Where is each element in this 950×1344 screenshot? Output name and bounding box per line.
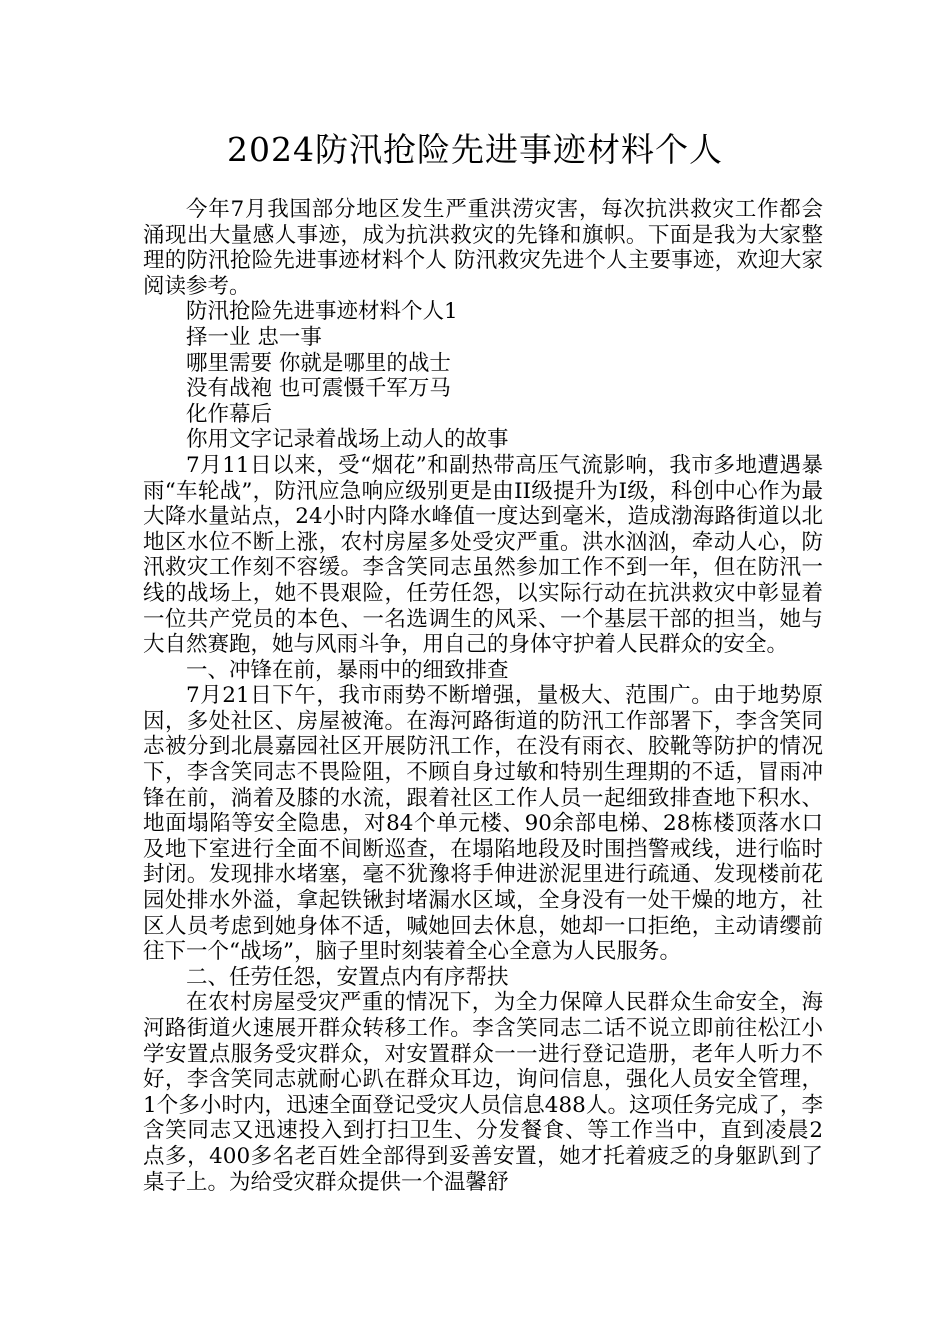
intro-paragraph: 今年7月我国部分地区发生严重洪涝灾害，每次抗洪救灾工作都会涌现出大量感人事迹，成为抗洪救灾的先锋和旗帜。下面是我为大家整理的防汛抢险先进事迹材料个人 防汛救灾先进个人主要事迹，欢迎大家阅读参考。 (143, 197, 823, 299)
poem-line: 化作幕后 (186, 401, 273, 427)
section-heading: 二、任劳任怨，安置点内有序帮扶 (186, 964, 509, 990)
body-paragraph: 7月11日以来，受“烟花”和副热带高压气流影响，我市多地遭遇暴雨“车轮战”，防汛应急响应级别更是由II级提升为I级，科创中心作为最大降水量站点，24小时内降水峰值一度达到毫米，造成渤海路街道以北地区水位不断上涨，农村房屋多处受灾严重。洪水汹汹，牵动人心，防汛救灾工作刻不容缓。李含笑同志虽然参加工作不到一年，但在防汛一线的战场上，她不畏艰险，任劳任怨，以实际行动在抗洪救灾中彰显着一位共产党员的本色、一名选调生的风采、一个基层干部的担当，她与大自然赛跑，她与风雨斗争，用自己的身体守护着人民群众的安全。 (143, 452, 823, 658)
page-title: 2024防汛抢险先进事迹材料个人 (227, 130, 723, 169)
poem-line: 哪里需要 你就是哪里的战士 (186, 350, 451, 376)
poem-line: 没有战袍 也可震慑千军万马 (186, 376, 451, 402)
body-paragraph: 在农村房屋受灾严重的情况下，为全力保障人民群众生命安全，海河路街道火速展开群众转移工作。李含笑同志二话不说立即前往松江小学安置点服务受灾群众，对安置群众一一进行登记造册，老年人听力不好，李含笑同志就耐心趴在群众耳边，询问信息，强化人员安全管理，1个多小时内，迅速全面登记受灾人员信息488人。这项任务完成了，李含笑同志又迅速投入到打扫卫生、分发餐食、等工作当中，直到凌晨2点多，400多名老百姓全部得到妥善安置，她才托着疲乏的身躯趴到了桌子上。为给受灾群众提供一个温馨舒 (143, 990, 823, 1195)
body-paragraph: 7月21日下午，我市雨势不断增强，量极大、范围广。由于地势原因，多处社区、房屋被淹。在海河路街道的防汛工作部署下，李含笑同志被分到北晨嘉园社区开展防汛工作，在没有雨衣、胶靴等防护的情况下，李含笑同志不畏险阻，不顾自身过敏和特别生理期的不适，冒雨冲锋在前，淌着及膝的水流，跟着社区工作人员一起细致排查地下积水、地面塌陷等安全隐患，对84个单元楼、90余部电梯、28栋楼顶落水口及地下室进行全面不间断巡查，在塌陷地段及时围挡警戒线，进行临时封闭。发现排水堵塞，毫不犹豫将手伸进淤泥里进行疏通、发现楼前花园处排水外溢，拿起铁锹封堵漏水区域，全身没有一处干燥的地方，社区人员考虑到她身体不适，喊她回去休息，她却一口拒绝，主动请缨前往下一个“战场”，脑子里时刻装着全心全意为人民服务。 (143, 683, 823, 965)
poem-line: 你用文字记录着战场上动人的故事 (186, 427, 509, 453)
document-body (143, 197, 823, 1195)
section-heading: 防汛抢险先进事迹材料个人1 (186, 299, 458, 325)
poem-line: 择一业 忠一事 (186, 324, 322, 350)
section-heading: 一、冲锋在前，暴雨中的细致排查 (186, 657, 509, 683)
